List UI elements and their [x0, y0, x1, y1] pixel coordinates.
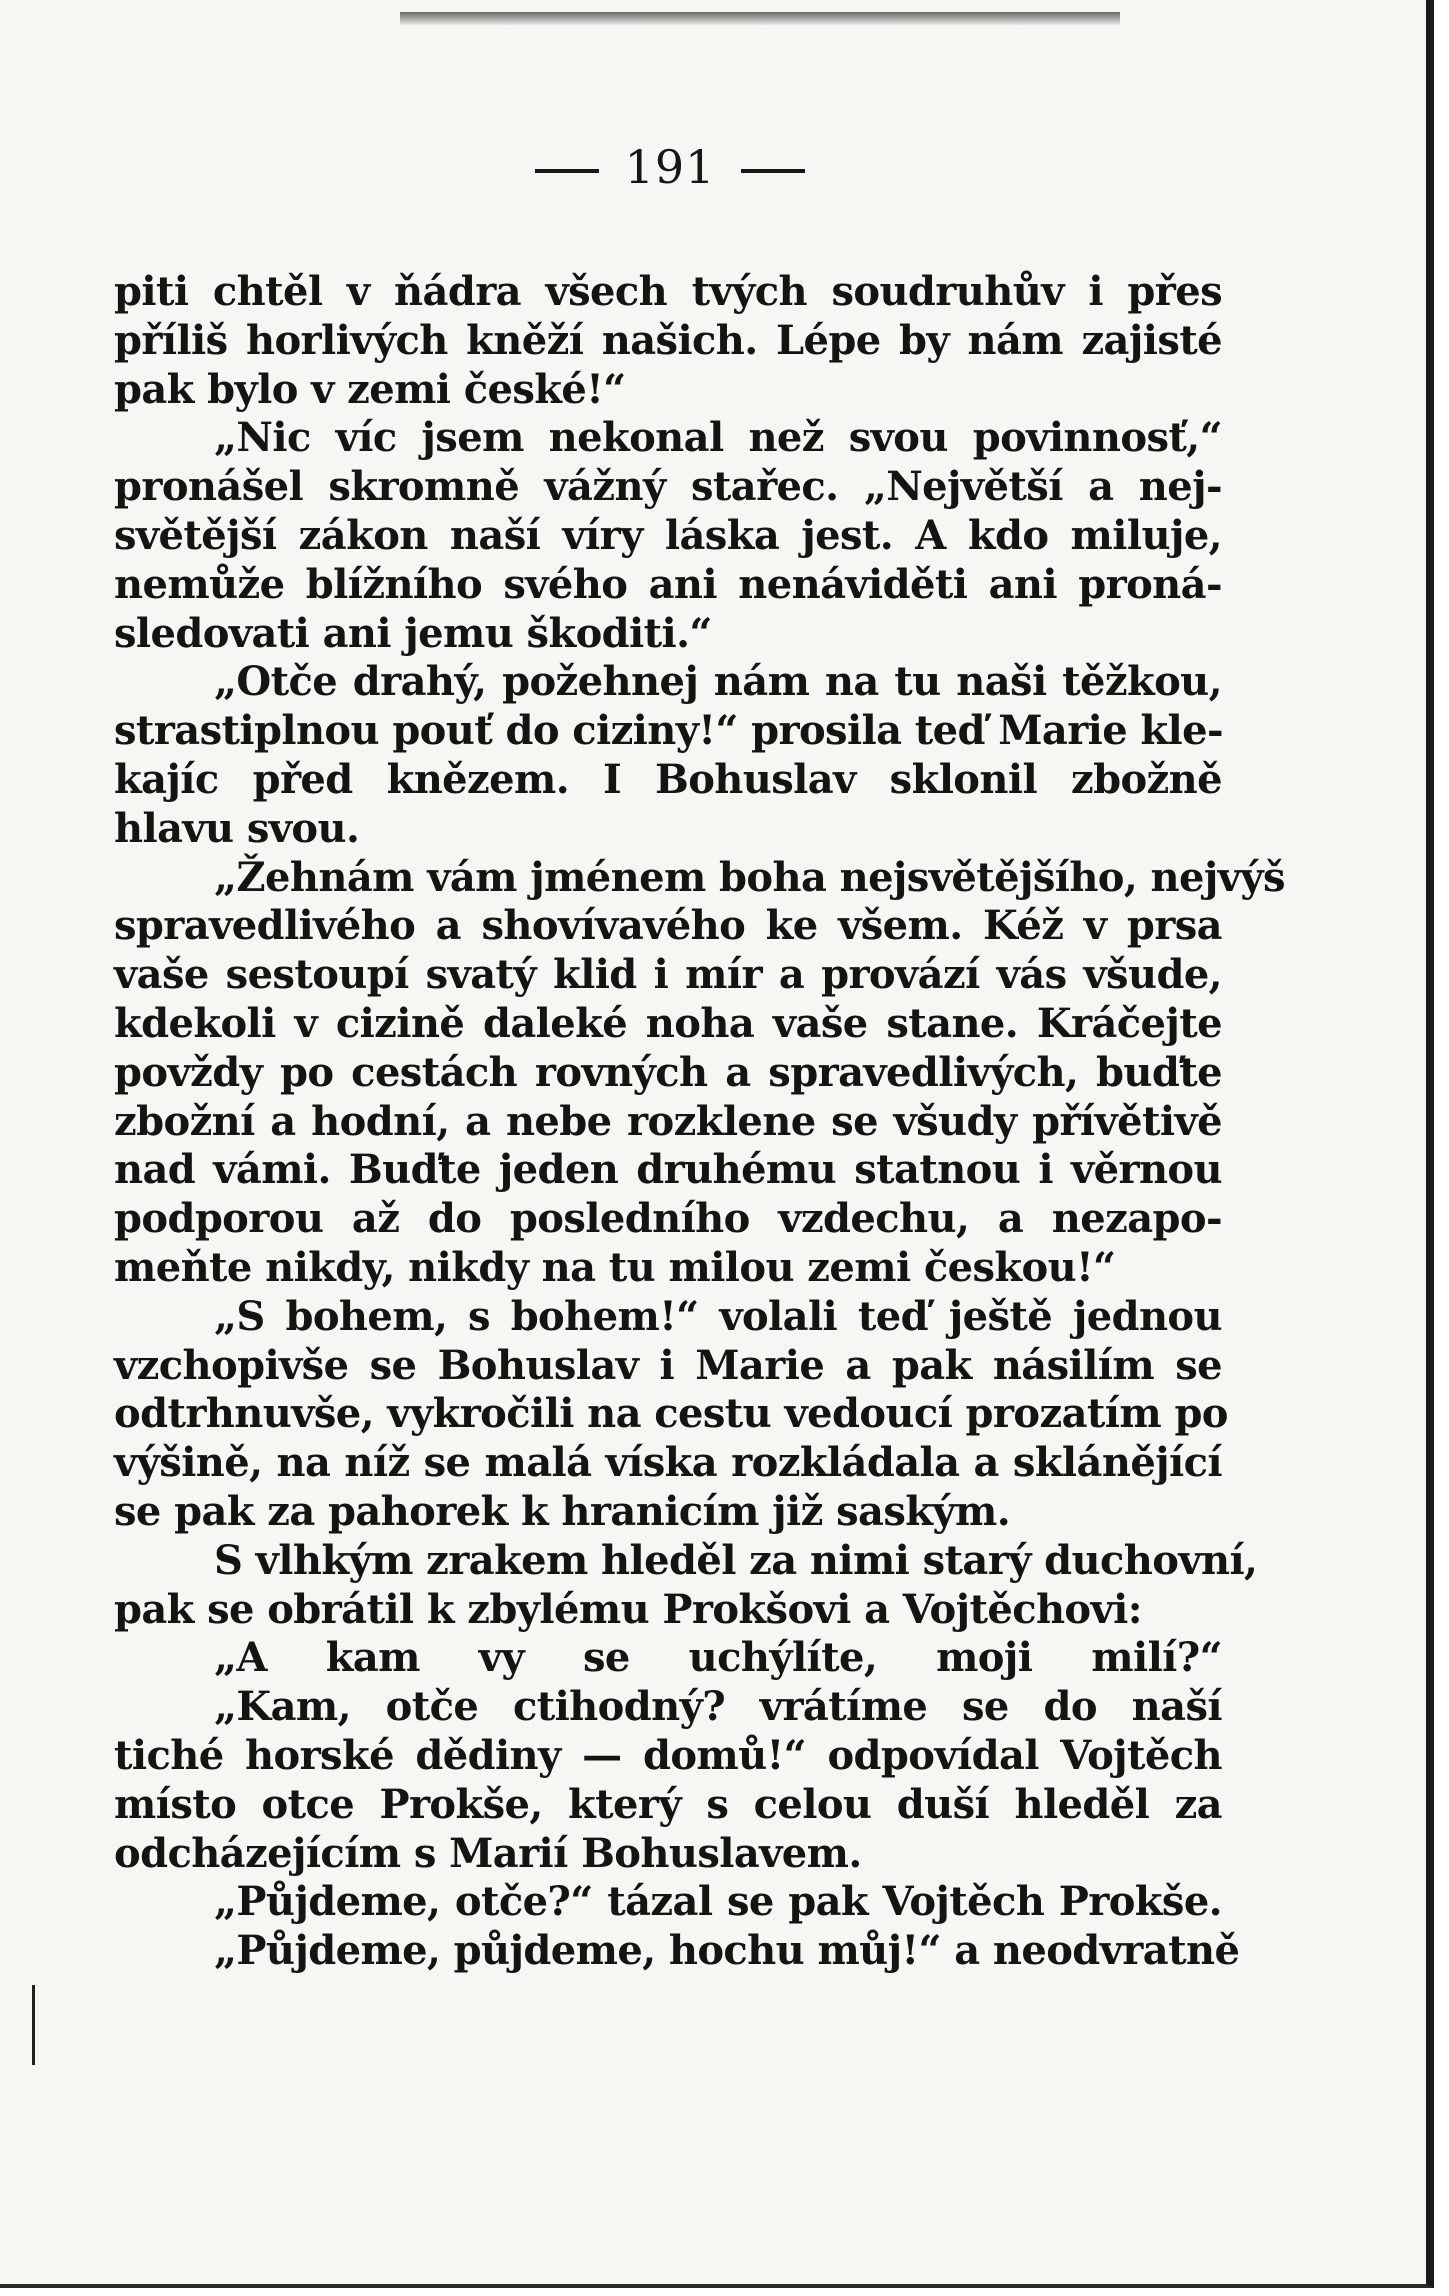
text-line: hlavu svou.	[114, 804, 360, 852]
text-line: světější zákon naší víry láska jest. A kdo miluje,	[114, 511, 1222, 559]
text-line: tiché horské dědiny — domů!“ odpovídal Vojtěch	[114, 1731, 1222, 1779]
scan-top-edge-shadow	[400, 12, 1120, 26]
text-line: „A kam vy se uchýlíte, moji milí?“	[214, 1634, 1222, 1682]
page-number-header	[0, 140, 1340, 194]
text-line: S vlhkým zrakem hleděl za nimi starý duchovní,	[214, 1536, 1258, 1584]
text-line: spravedlivého a shovívavého ke všem. Kéž v prsa	[114, 902, 1222, 950]
text-line: „Nic víc jsem nekonal než svou povinnosť,“	[214, 414, 1222, 462]
text-line: sledovati ani jemu škoditi.“	[114, 609, 712, 657]
text-line: vaše sestoupí svatý klid i mír a provází vás všude,	[114, 951, 1222, 999]
text-line: podporou až do posledního vzdechu, a nezapo-	[114, 1195, 1222, 1243]
header-dash-right	[741, 169, 805, 173]
text-line: vzchopivše se Bohuslav i Marie a pak násilím se	[114, 1341, 1222, 1389]
text-line: odcházejícím s Marií Bohuslavem.	[114, 1829, 862, 1877]
text-line: místo otce Prokše, který s celou duší hleděl za	[114, 1780, 1222, 1828]
text-line: nad vámi. Buďte jeden druhému statnou i věrnou	[114, 1146, 1222, 1194]
header-dash-left	[535, 169, 599, 173]
page-number: 191	[624, 140, 716, 194]
text-line: piti chtěl v ňádra všech tvých soudruhův i přes	[114, 268, 1222, 315]
text-line: „Otče drahý, požehnej nám na tu naši těžkou,	[214, 658, 1222, 706]
text-line: nemůže blížního svého ani nenáviděti ani proná-	[114, 560, 1222, 608]
text-line: pak bylo v zemi české!“	[114, 365, 626, 413]
text-line: „Půjdeme, půjdeme, hochu můj!“ a neodvratně	[214, 1927, 1240, 1975]
text-line: kajíc před knězem. I Bohuslav sklonil zbožně	[114, 755, 1222, 803]
scan-margin-mark	[32, 1985, 41, 2065]
text-line: „S bohem, s bohem!“ volali teď ještě jednou	[214, 1292, 1222, 1340]
text-line: strastiplnou pouť do ciziny!“ prosila teď Marie kle-	[114, 707, 1223, 755]
text-line: pak se obrátil k zbylému Prokšovi a Vojtěchovi:	[114, 1585, 1142, 1633]
text-line: „Kam, otče ctihodný? vrátíme se do naší	[214, 1683, 1222, 1731]
text-line: pronášel skromně vážný stařec. „Největší a nej-	[114, 463, 1222, 511]
text-line: se pak za pahorek k hranicím již saským.	[114, 1487, 1011, 1535]
text-line: výšině, na níž se malá víska rozkládala a sklánějící	[114, 1439, 1222, 1487]
text-line: zbožní a hodní, a nebe rozklene se všudy přívětivě	[114, 1097, 1222, 1145]
text-line: odtrhnuvše, vykročili na cestu vedoucí prozatím po	[114, 1390, 1228, 1438]
text-line: povždy po cestách rovných a spravedlivých, buďte	[114, 1048, 1222, 1096]
body-text	[114, 268, 1285, 1976]
text-line: „Půjdeme, otče?“ tázal se pak Vojtěch Prokše.	[214, 1878, 1222, 1926]
text-line: kdekoli v cizině daleké noha vaše stane. Kráčejte	[114, 999, 1222, 1047]
text-line: meňte nikdy, nikdy na tu milou zemi českou!“	[114, 1243, 1116, 1291]
text-line: příliš horlivých kněží našich. Lépe by nám zajisté	[114, 316, 1222, 364]
text-line: „Žehnám vám jménem boha nejsvětějšího, nejvýš	[214, 853, 1285, 901]
